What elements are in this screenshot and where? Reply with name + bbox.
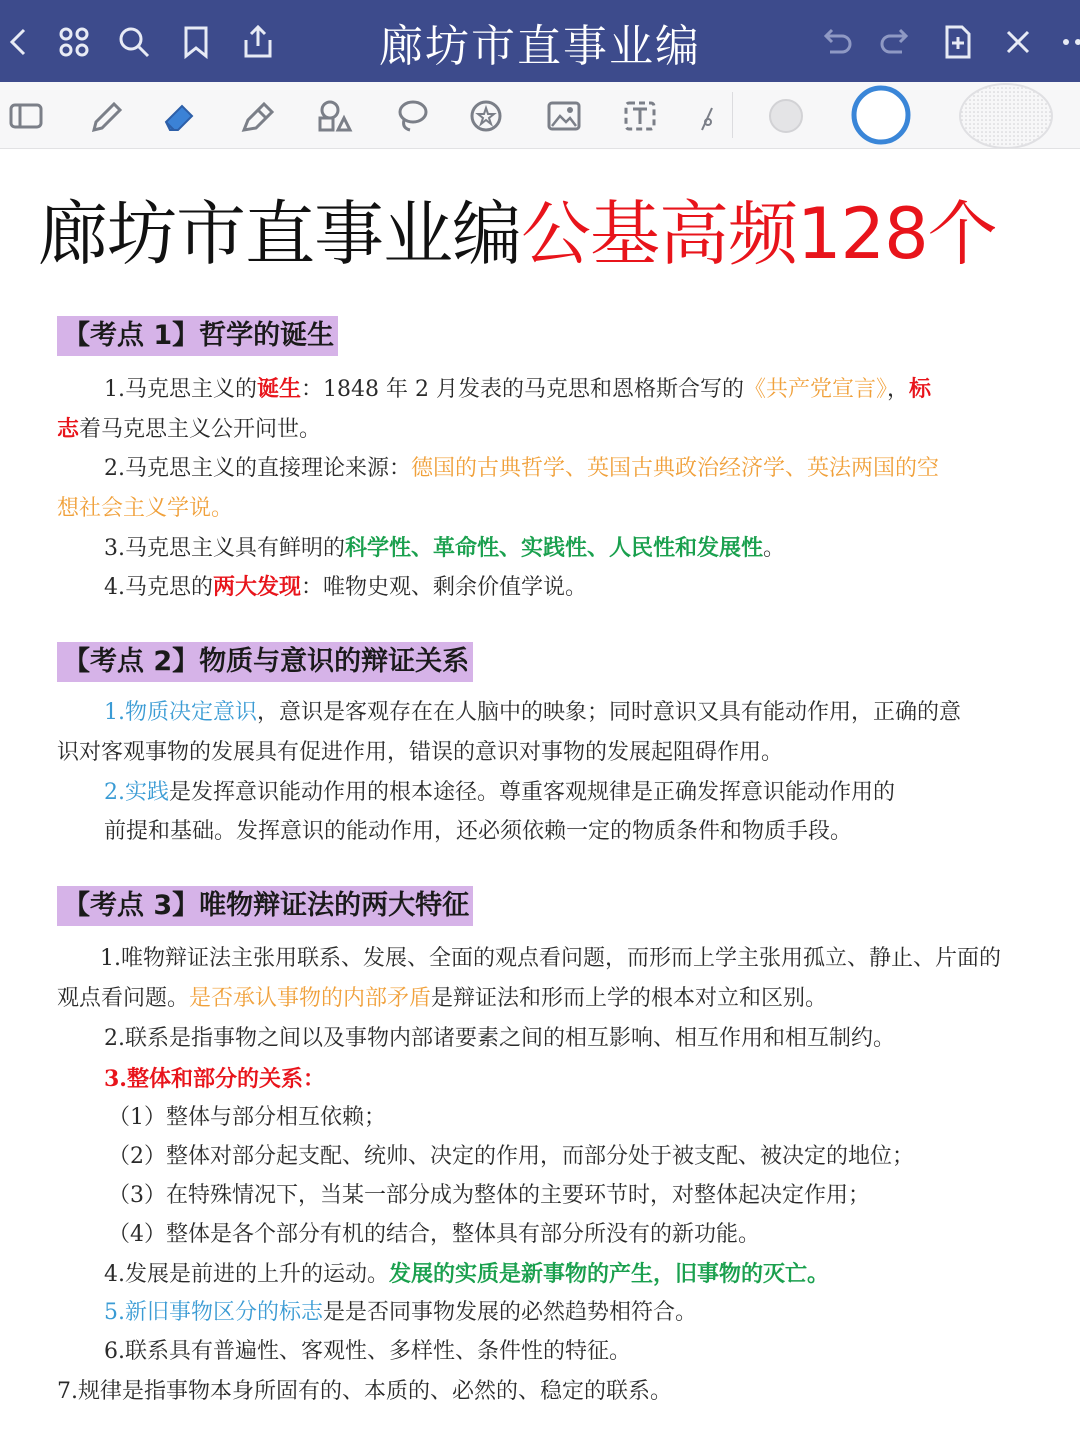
text-line (104, 1259, 829, 1290)
text-segment: 着马克思主义公开问世。 (79, 417, 322, 442)
text-line (104, 778, 895, 808)
text-segment: 2.联系是指事物之间以及事物内部诸要素之间的相互影响、相互作用和相互制约。 (104, 1026, 895, 1051)
text-line (108, 1181, 870, 1211)
page-headline (38, 178, 997, 279)
text-segment: 志 (57, 416, 80, 442)
text-segment: （2）整体对部分起支配、统帅、决定的作用，而部分处于被支配、被决定的地位； (108, 1144, 914, 1169)
eraser-icon[interactable] (160, 96, 200, 136)
text-segment: 发展的实质是新事物的产生，旧事物的灭亡。 (389, 1261, 830, 1287)
color-swatch-pattern[interactable] (956, 82, 1056, 148)
text-segment: 6.联系具有普遍性、客观性、多样性、条件性的特征。 (104, 1339, 631, 1364)
text-line (100, 944, 1001, 974)
text-segment: 5.新旧事物区分的标志 (104, 1300, 323, 1325)
text-line (104, 572, 587, 603)
text-line (57, 738, 783, 768)
text-segment: 诞生 (257, 376, 302, 402)
headline-black: 廊坊市直事业编 (38, 193, 521, 275)
toolbar-divider (732, 92, 733, 138)
text-line (57, 494, 233, 524)
text-segment: ，意识是客观存在在人脑中的映象；同时意识又具有能动作用，正确的意 (257, 700, 962, 725)
text-line (104, 374, 931, 405)
text-segment: ， (887, 377, 910, 402)
top-bar (0, 0, 1080, 82)
text-segment: 1.物质决定意识 (104, 700, 257, 725)
redo-icon[interactable] (876, 22, 916, 62)
text-segment: 德国的古典哲学、英国古典政治经济学、英法两国的空 (411, 456, 940, 481)
text-segment: 是是否同事物发展的必然趋势相符合。 (323, 1300, 698, 1325)
more-icon[interactable] (1056, 22, 1080, 62)
text-segment: 前提和基础。发挥意识的能动作用，还必须依赖一定的物质条件和物质手段。 (104, 819, 853, 844)
text-line (104, 1337, 631, 1367)
section-header: 【考点 3】唯物辩证法的两大特征 (57, 886, 473, 926)
add-page-icon[interactable] (938, 22, 978, 62)
text-segment: 3.马克思主义具有鲜明的 (104, 536, 345, 561)
text-line (104, 1298, 697, 1328)
text-line (108, 1103, 386, 1133)
text-segment: 4.发展是前进的上升的运动。 (104, 1262, 389, 1287)
text-segment: 2.实践 (104, 780, 169, 805)
text-line (57, 984, 827, 1014)
text-line (104, 698, 961, 728)
text-segment: 2.马克思主义的直接理论来源： (104, 456, 411, 481)
text-segment: 是否承认事物的内部矛盾 (189, 986, 432, 1011)
text-segment: 《共产党宣言》 (743, 377, 887, 402)
sidebar-icon[interactable] (6, 96, 46, 136)
text-segment: 。 (763, 536, 786, 561)
text-line (108, 1220, 760, 1250)
text-line (57, 1377, 672, 1407)
color-swatch-blue-ring[interactable] (850, 84, 912, 146)
pen-icon[interactable] (86, 96, 126, 136)
text-segment: （4）整体是各个部分有机的结合，整体具有部分所没有的新功能。 (108, 1222, 760, 1247)
text-line (104, 817, 852, 847)
lasso-icon[interactable] (392, 96, 432, 136)
text-segment: 识对客观事物的发展具有促进作用，错误的意识对事物的发展起阻碍作用。 (57, 740, 784, 765)
text-line (104, 1024, 895, 1054)
shapes-icon[interactable] (314, 96, 354, 136)
text-segment: （3）在特殊情况下，当某一部分成为整体的主要环节时，对整体起决定作用； (108, 1183, 870, 1208)
text-icon[interactable] (620, 96, 660, 136)
text-line (108, 1142, 914, 1172)
undo-icon[interactable] (816, 22, 856, 62)
text-segment: 4.马克思的 (104, 575, 213, 600)
section-header: 【考点 1】哲学的诞生 (57, 316, 338, 356)
color-swatch-gray[interactable] (766, 96, 806, 136)
text-segment: 想社会主义学说。 (57, 496, 234, 521)
text-line (57, 414, 321, 445)
text-segment: 是发挥意识能动作用的根本途径。尊重客观规律是正确发挥意识能动作用的 (169, 780, 896, 805)
text-segment: 是辩证法和形而上学的根本对立和区别。 (431, 986, 828, 1011)
sticker-icon[interactable] (466, 96, 506, 136)
laser-icon[interactable] (694, 96, 720, 136)
headline-red: 公基高频128个 (521, 193, 997, 275)
close-icon[interactable] (998, 22, 1038, 62)
section-header: 【考点 2】物质与意识的辩证关系 (57, 642, 473, 682)
text-segment: ：1848 年 2 月发表的马克思和恩格斯合写的 (301, 377, 744, 402)
image-icon[interactable] (544, 96, 584, 136)
text-segment: 观点看问题。 (57, 986, 190, 1011)
text-segment: 1.唯物辩证法主张用联系、发展、全面的观点看问题，而形而上学主张用孤立、静止、片面的 (100, 946, 1001, 971)
text-line (104, 533, 785, 564)
text-segment: 两大发现 (213, 574, 302, 600)
text-segment: 7.规律是指事物本身所固有的、本质的、必然的、稳定的联系。 (57, 1379, 672, 1404)
text-segment: 3.整体和部分的关系： (104, 1066, 325, 1092)
text-line (104, 1064, 325, 1095)
text-line (104, 454, 939, 484)
text-segment: ：唯物史观、剩余价值学说。 (301, 575, 588, 600)
highlighter-icon[interactable] (238, 96, 278, 136)
text-segment: （1）整体与部分相互依赖； (108, 1105, 386, 1130)
text-segment: 1.马克思主义的 (104, 377, 257, 402)
annotation-toolbar (0, 82, 1080, 149)
app-title: 廊坊市直事业编 (379, 21, 701, 72)
text-segment: 科学性、革命性、实践性、人民性和发展性 (345, 535, 764, 561)
text-segment: 标 (909, 376, 932, 402)
